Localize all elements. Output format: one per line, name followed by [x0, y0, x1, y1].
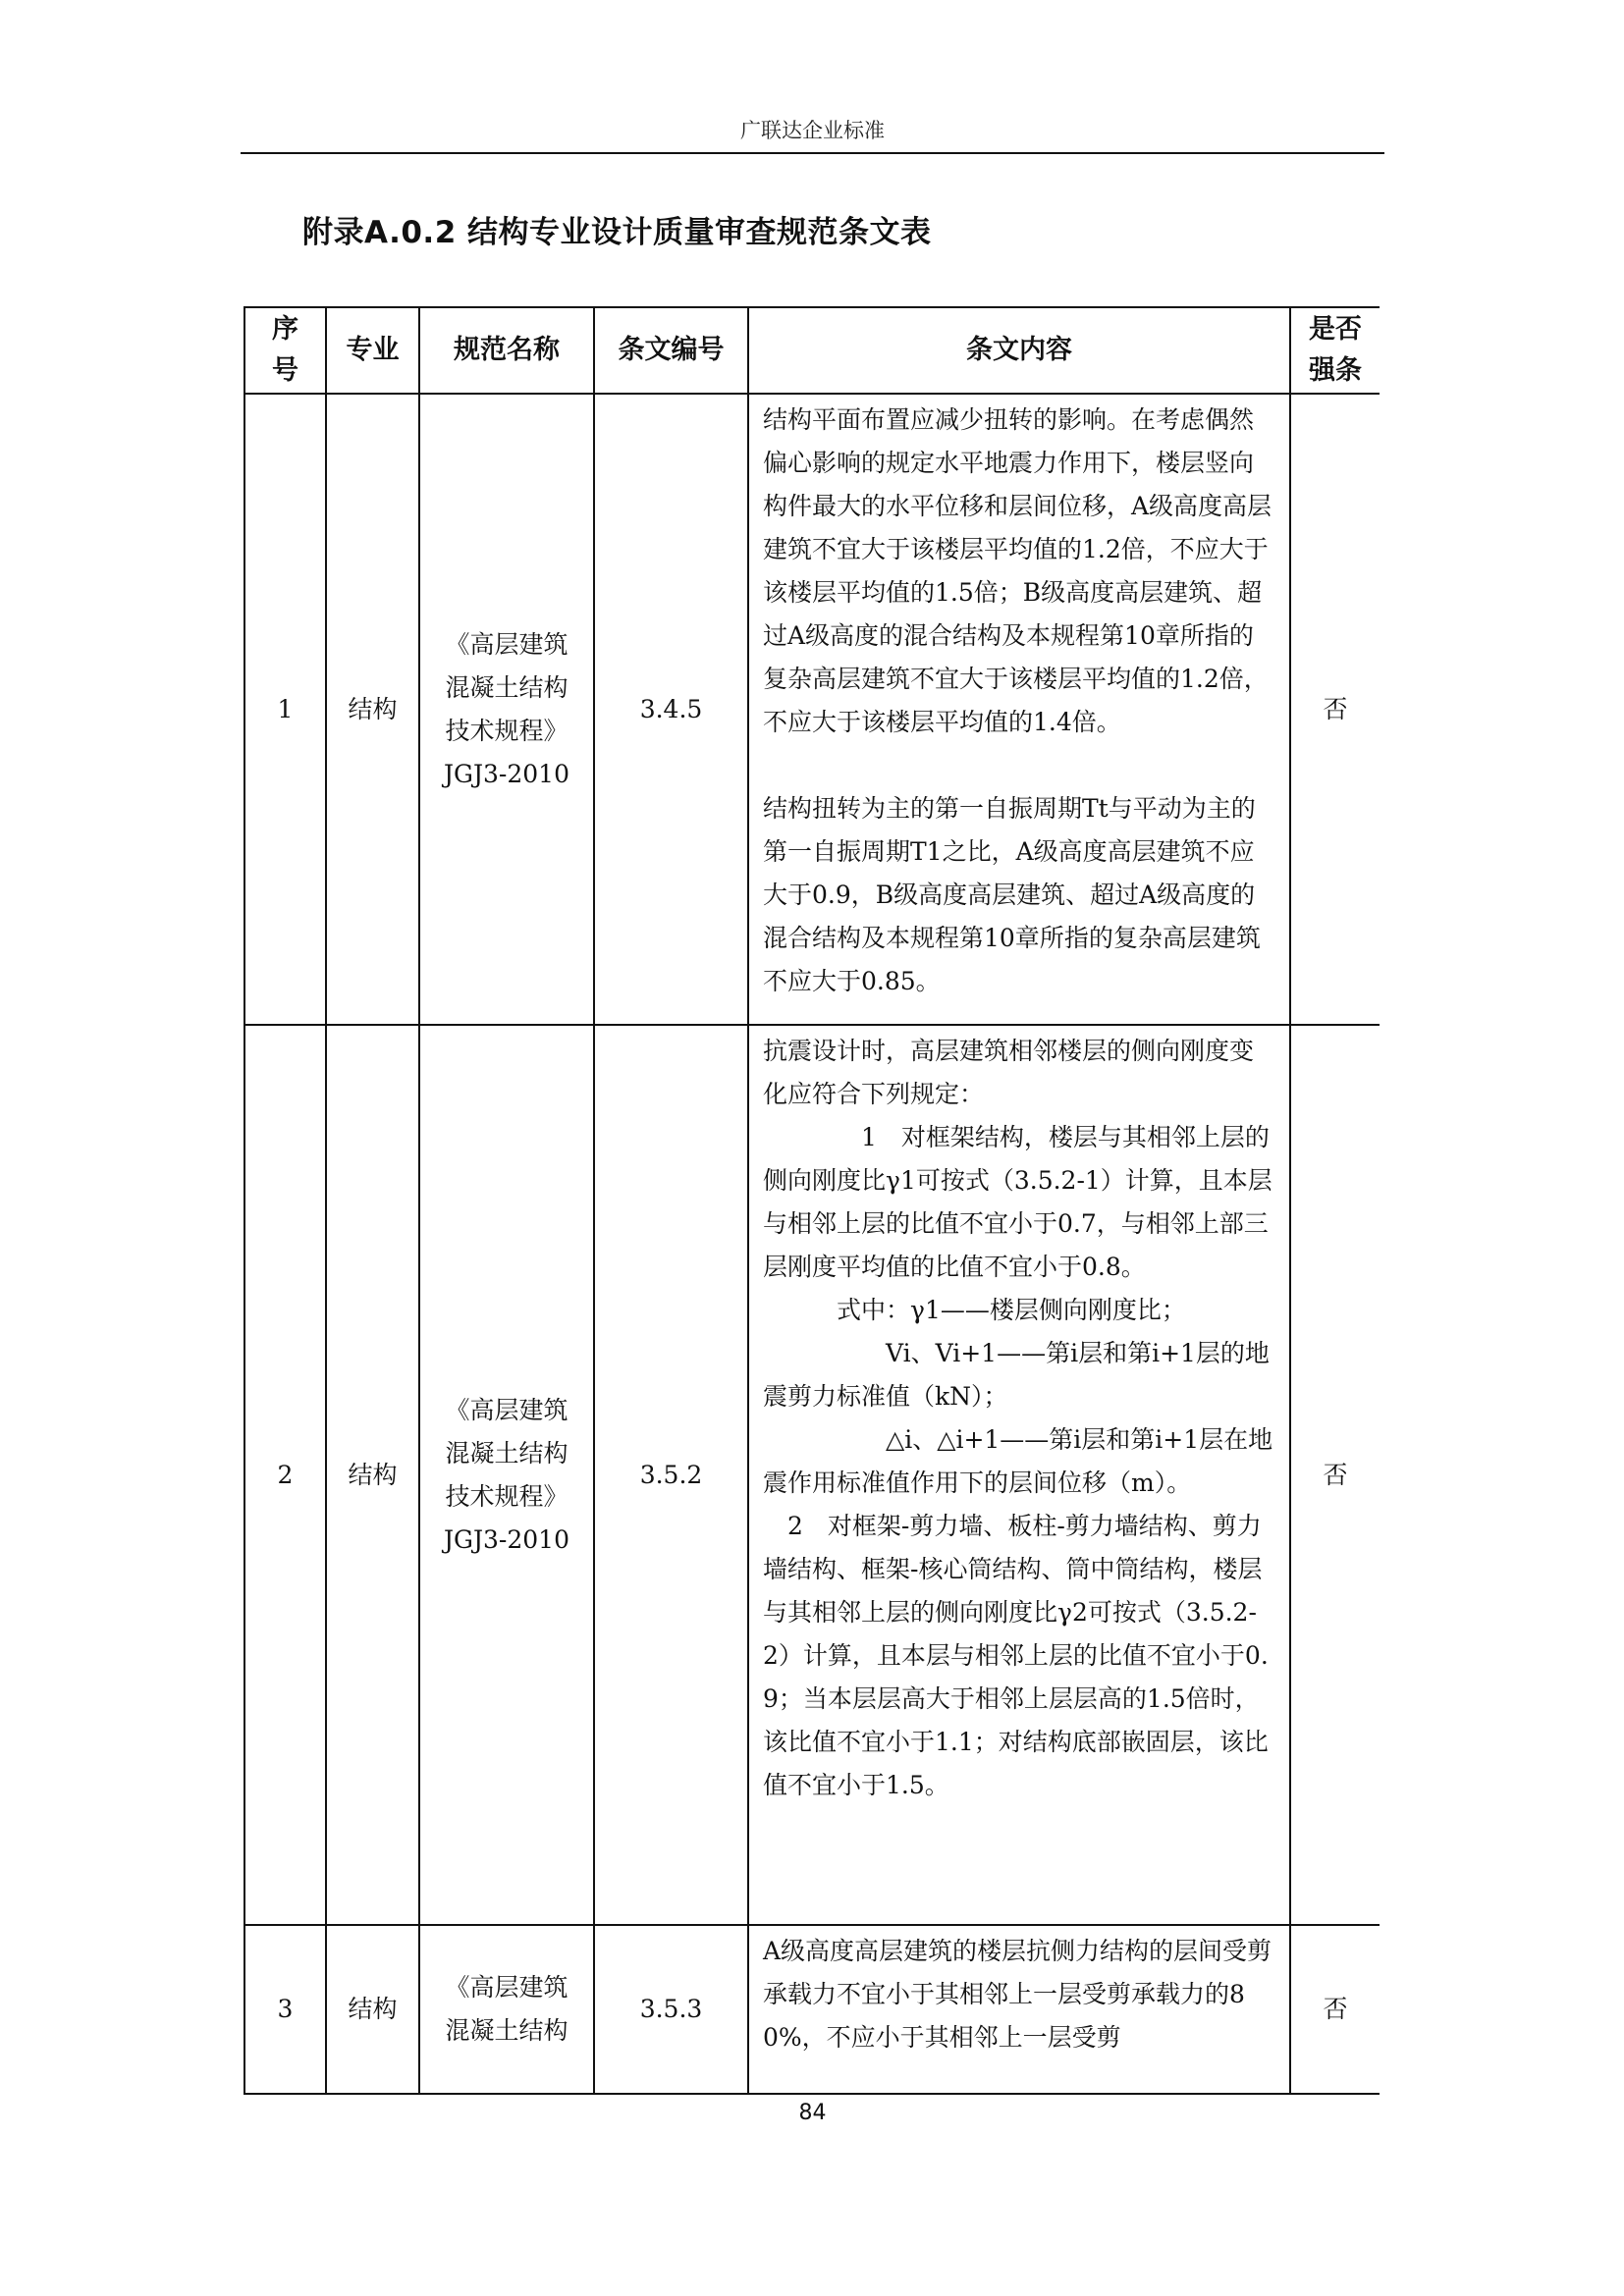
cell-clause-no: 3.4.5 — [594, 394, 748, 1025]
cell-mandatory: 否 — [1290, 394, 1380, 1025]
cell-mandatory: 否 — [1290, 1025, 1380, 1925]
col-header-mandatory — [1290, 307, 1380, 394]
page-number: 84 — [798, 2101, 827, 2125]
table-row — [244, 1025, 1380, 1925]
code-name-line: JGJ3-2010 — [444, 759, 569, 788]
col-header-mandatory-text: 是否强条 — [1309, 314, 1362, 386]
table-row — [244, 394, 1380, 1025]
code-name-line: JGJ3-2010 — [444, 1524, 569, 1554]
code-name-line: 《高层建筑 — [445, 1395, 568, 1424]
col-header-discipline: 专业 — [326, 307, 419, 394]
content-paragraph: 2 对框架-剪力墙、板柱-剪力墙结构、剪力墙结构、框架-核心筒结构、筒中筒结构，楼层与其相邻上层的侧向刚度比γ2可按式（3.5.2-2）计算，且本层与相邻上层的比值不宜小于0.9；当本层层高大于相邻上层层高的1.5倍时，该比值不宜小于1.1；对结构底部嵌固层，该比值不宜小于1.5。 — [763, 1512, 1269, 1799]
cell-discipline: 结构 — [326, 1025, 419, 1925]
content-paragraph: 结构扭转为主的第一自振周期Tt与平动为主的第一自振周期T1之比，A级高度高层建筑不应大于0.9，B级高度高层建筑、超过A级高度的混合结构及本规程第10章所指的复杂高层建筑不应大于0.85。 — [763, 794, 1261, 995]
header-rule — [241, 152, 1384, 154]
content-paragraph: A级高度高层建筑的楼层抗侧力结构的层间受剪承载力不宜小于其相邻上一层受剪承载力的80%，不应小于其相邻上一层受剪 — [763, 1937, 1272, 2052]
cell-clause-no: 3.5.2 — [594, 1025, 748, 1925]
col-header-content: 条文内容 — [748, 307, 1290, 394]
cell-seq: 2 — [244, 1025, 326, 1925]
code-name-line: 混凝土结构 — [445, 1438, 568, 1468]
cell-content — [748, 1925, 1290, 2094]
content-paragraph: Vi、Vi+1——第i层和第i+1层的地震剪力标准值（kN）； — [763, 1339, 1270, 1411]
cell-code-name — [419, 1025, 594, 1925]
content-paragraph: 1 对框架结构，楼层与其相邻上层的侧向刚度比γ1可按式（3.5.2-1）计算，且本层与相邻上层的比值不宜小于0.7，与相邻上部三层刚度平均值的比值不宜小于0.8。 — [763, 1123, 1272, 1281]
cell-seq: 3 — [244, 1925, 326, 2094]
clause-table — [244, 306, 1380, 2095]
clause-table-wrapper — [244, 306, 1380, 2095]
code-name-line: 混凝土结构 — [445, 2016, 568, 2045]
cell-content — [748, 394, 1290, 1025]
code-name-line: 《高层建筑 — [445, 629, 568, 659]
code-name-line: 混凝土结构 — [445, 672, 568, 702]
table-row — [244, 1925, 1380, 2094]
cell-code-name — [419, 394, 594, 1025]
cell-mandatory: 否 — [1290, 1925, 1380, 2094]
cell-clause-no: 3.5.3 — [594, 1925, 748, 2094]
page-title: 附录A.0.2 结构专业设计质量审查规范条文表 — [302, 215, 932, 250]
content-paragraph: 抗震设计时，高层建筑相邻楼层的侧向刚度变化应符合下列规定： — [763, 1037, 1255, 1108]
col-header-seq — [244, 307, 326, 394]
page-header: 广联达企业标准 — [740, 119, 885, 142]
col-header-clause-no: 条文编号 — [594, 307, 748, 394]
code-name-line: 技术规程》 — [445, 1481, 568, 1511]
content-paragraph: 结构平面布置应减少扭转的影响。在考虑偶然偏心影响的规定水平地震力作用下，楼层竖向构件最大的水平位移和层间位移，A级高度高层建筑不宜大于该楼层平均值的1.2倍，不应大于该楼层平均值的1.5倍；B级高度高层建筑、超过A级高度的混合结构及本规程第10章所指的复杂高层建筑不宜大于该楼层平均值的1.2倍，不应大于该楼层平均值的1.4倍。 — [763, 405, 1272, 736]
col-header-code-name: 规范名称 — [419, 307, 594, 394]
content-paragraph: △i、△i+1——第i层和第i+1层在地震作用标准值作用下的层间位移（m）。 — [763, 1425, 1273, 1497]
cell-content — [748, 1025, 1290, 1925]
cell-seq: 1 — [244, 394, 326, 1025]
code-name-line: 技术规程》 — [445, 716, 568, 745]
content-paragraph: 式中：γ1——楼层侧向刚度比； — [837, 1296, 1186, 1324]
code-name-line: 《高层建筑 — [445, 1973, 568, 2002]
content-gap — [763, 744, 1277, 787]
col-header-seq-text: 序号 — [272, 314, 298, 386]
cell-discipline: 结构 — [326, 394, 419, 1025]
table-header-row — [244, 307, 1380, 394]
cell-code-name — [419, 1925, 594, 2094]
cell-discipline: 结构 — [326, 1925, 419, 2094]
